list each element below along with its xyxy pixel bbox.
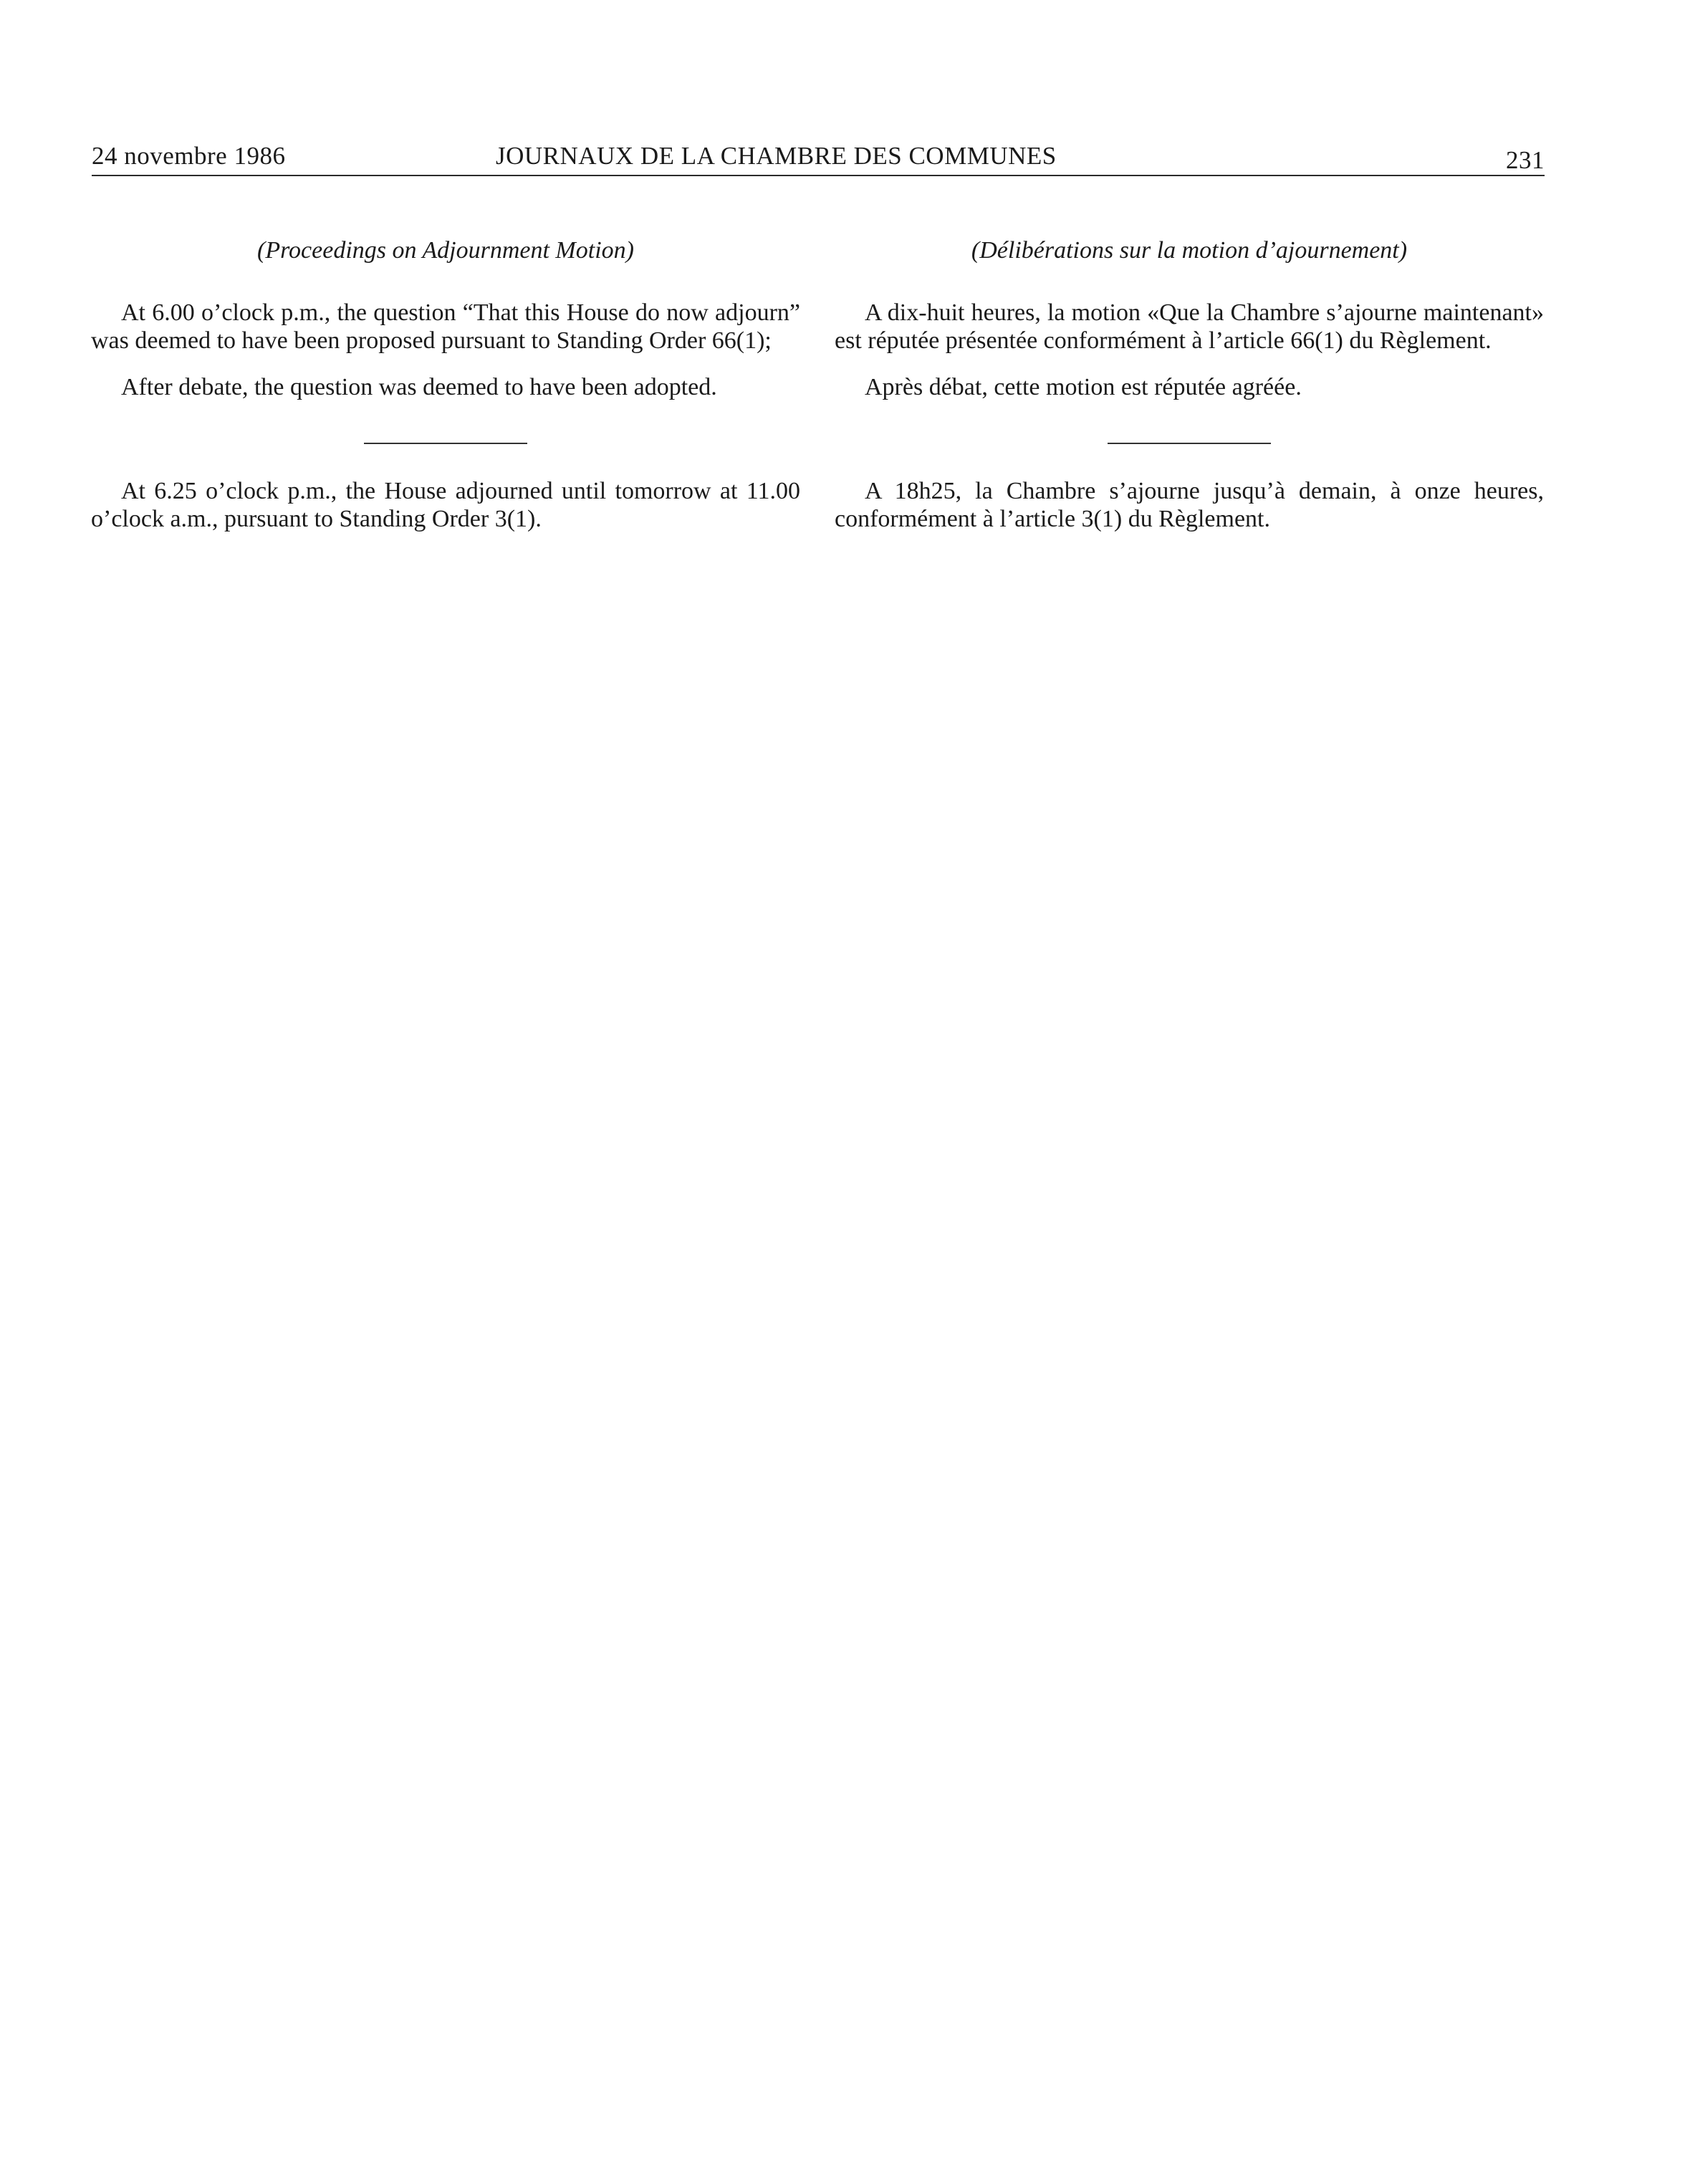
- header-date: 24 novembre 1986: [92, 142, 286, 170]
- page-header: [92, 142, 1545, 178]
- english-column: [91, 236, 800, 533]
- english-paragraph-2: After debate, the question was deemed to have been adopted.: [121, 374, 717, 400]
- english-paragraph-3: At 6.25 o’clock p.m., the House adjourned until tomorrow at 11.00 o’clock a.m., pursuant to Standing Order 3(1).: [91, 478, 800, 532]
- french-paragraph-3: A 18h25, la Chambre s’ajourne jusqu’à demain, à onze heures, conformément à l’article 3(1) du Règlement.: [835, 478, 1544, 532]
- header-page-number: 231: [1506, 146, 1545, 174]
- french-section-heading: (Délibérations sur la motion d’ajournement): [971, 237, 1408, 264]
- french-separator-rule: [1108, 443, 1271, 444]
- english-separator-rule: [364, 443, 527, 444]
- header-journal-title: JOURNAUX DE LA CHAMBRE DES COMMUNES: [496, 142, 1057, 170]
- french-paragraph-2: Après débat, cette motion est réputée agréée.: [865, 374, 1302, 400]
- english-section-heading: (Proceedings on Adjournment Motion): [257, 237, 634, 264]
- english-paragraph-1: At 6.00 o’clock p.m., the question “That this House do now adjourn” was deemed to have been proposed pursuant to Standing Order 66(1);: [91, 299, 800, 354]
- french-paragraph-1: A dix-huit heures, la motion «Que la Chambre s’ajourne maintenant» est réputée présentée conformément à l’article 66(1) du Règlement.: [835, 299, 1544, 354]
- header-rule: [92, 175, 1545, 176]
- french-column: [835, 236, 1544, 533]
